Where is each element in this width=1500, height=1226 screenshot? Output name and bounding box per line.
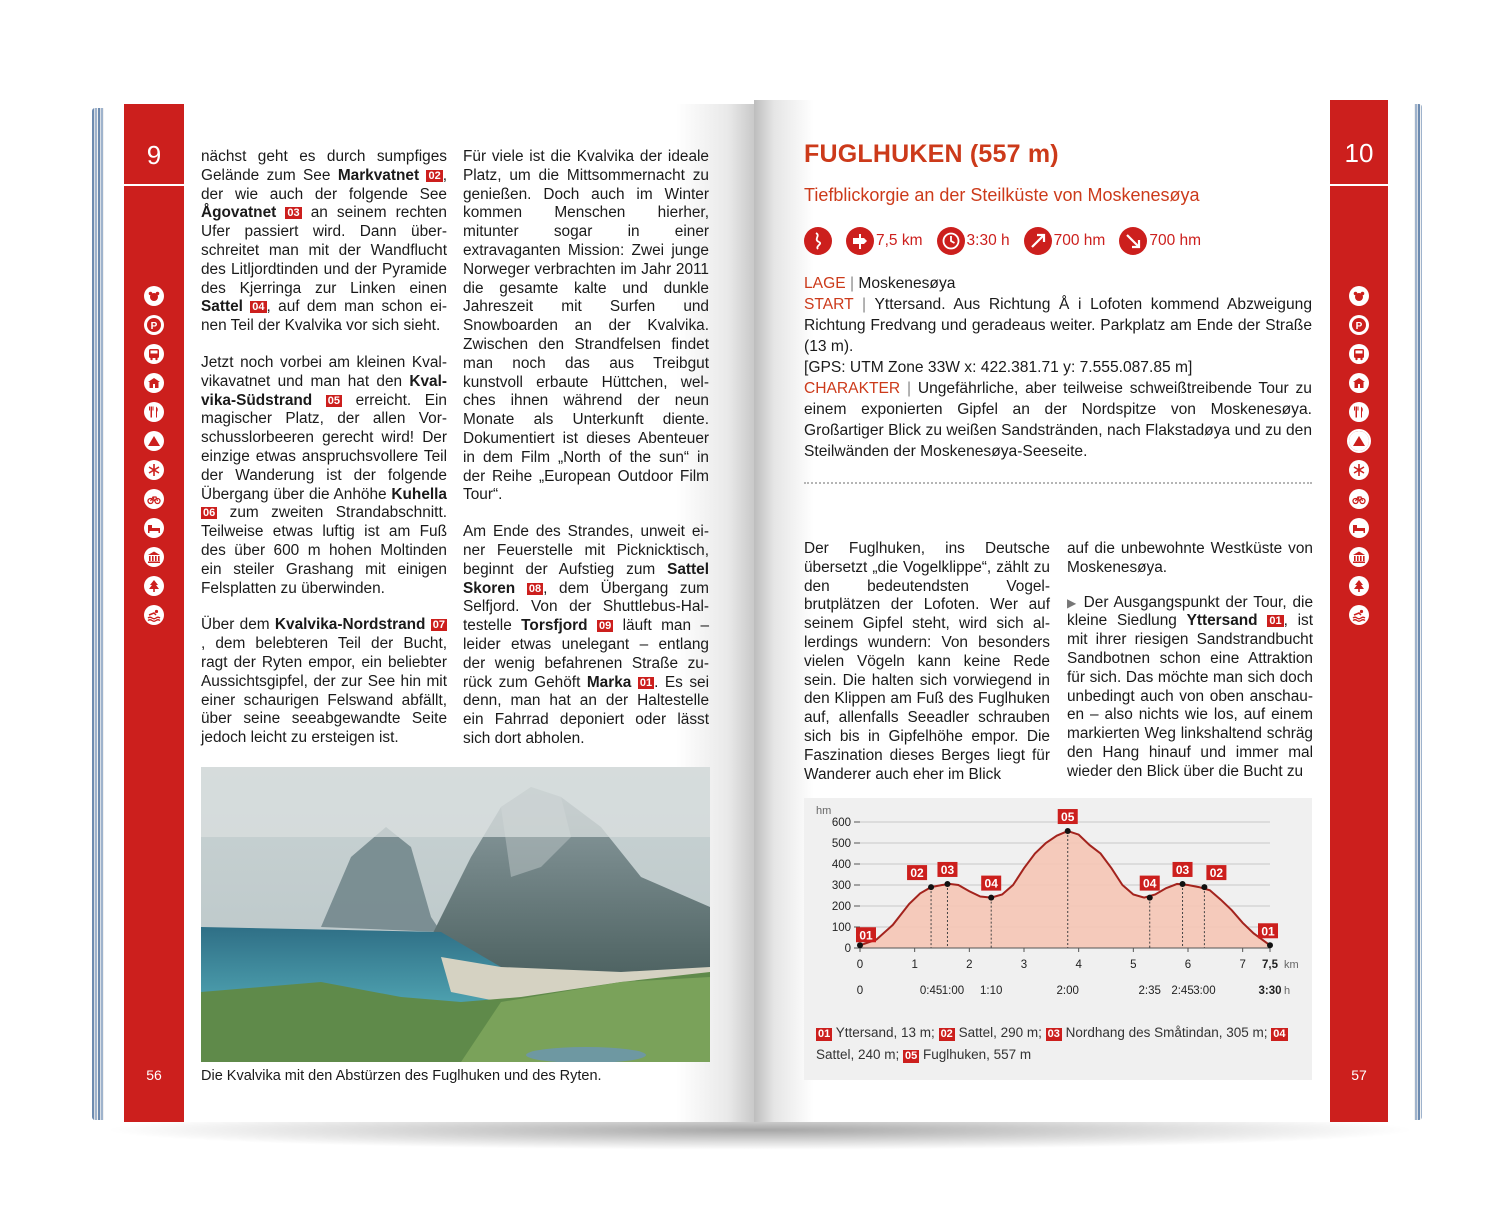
text-run bbox=[1258, 612, 1268, 629]
left-icon-column bbox=[124, 286, 184, 625]
time-tick-label: 0:45 bbox=[919, 985, 943, 997]
waypoint-dot bbox=[1147, 895, 1153, 901]
start-value: Yttersand. Aus Richtung Å i Lofoten kommend Abzweigung Richtung Fredvang und geradeaus weiter. Parkplatz am Ende der Straße (13 m). bbox=[804, 296, 1312, 355]
bed-icon bbox=[1349, 518, 1369, 538]
play-marker-icon: ▶ bbox=[1067, 595, 1078, 610]
right-icon-column bbox=[1330, 286, 1388, 625]
ascent-arrow-icon bbox=[1024, 227, 1052, 255]
right-page-number: 57 bbox=[1351, 1067, 1367, 1083]
facts-start: START | Yttersand. Aus Richtung Å i Lofoten kommend Abzweigung Richtung Fredvang und geradeaus weiter. Parkplatz am Ende der Straße (13 m). bbox=[804, 296, 1312, 355]
text-run: Jetzt noch vorbei am kleinen Kvalvikavatnet und man hat den bbox=[201, 353, 447, 390]
profile-legend bbox=[816, 1022, 1306, 1066]
summit-icon bbox=[144, 431, 164, 451]
left-col1-paragraph bbox=[201, 148, 447, 336]
waypoint-label: 02 bbox=[910, 866, 924, 881]
hut-icon bbox=[144, 373, 164, 393]
clock-icon bbox=[937, 227, 965, 255]
bicycle-icon bbox=[144, 489, 164, 509]
right-col1-paragraph bbox=[804, 540, 1050, 784]
legend-text: Sattel, 240 m; bbox=[816, 1047, 904, 1062]
left-column-2 bbox=[463, 148, 709, 767]
waypoint-dot bbox=[988, 895, 994, 901]
text-run: . Es sei denn, man hat an der Haltestelle ein Fahrrad deponiert oder lässt sich dort abholen. bbox=[463, 673, 709, 747]
left-col1-paragraph bbox=[201, 616, 447, 748]
svg-text:P: P bbox=[150, 321, 158, 332]
hut-icon bbox=[1349, 373, 1369, 393]
legend-waypoint-badge: 04 bbox=[1273, 1028, 1286, 1040]
elevation-profile bbox=[804, 798, 1312, 1080]
parking-icon bbox=[144, 315, 164, 335]
waypoint-badge: 09 bbox=[598, 620, 612, 633]
y-tick-label: 300 bbox=[831, 880, 851, 892]
charakter-label: CHARAKTER bbox=[804, 380, 901, 397]
signpost-icon bbox=[846, 227, 874, 255]
ascent-value: 700 hm bbox=[1053, 232, 1106, 249]
left-chapter-strip bbox=[124, 104, 184, 1122]
duration-stat bbox=[937, 227, 1010, 255]
duration-value: 3:30 h bbox=[966, 232, 1010, 249]
right-chapter-number: 10 bbox=[1344, 138, 1374, 168]
x-tick-label: 4 bbox=[1075, 959, 1082, 971]
time-axis-unit: h bbox=[1284, 985, 1291, 997]
distance-stat bbox=[846, 227, 923, 255]
waypoint-badge: 02 bbox=[428, 169, 441, 182]
legend-text: Yttersand, 13 m; bbox=[832, 1025, 939, 1040]
y-tick-label: 600 bbox=[831, 817, 851, 829]
text-run bbox=[588, 617, 597, 634]
text-run: , dem Übergang zum Selfjord. Von der Shuttlebus-Haltestelle bbox=[463, 579, 709, 635]
text-run: , dem belebteren Teil der Bucht, ragt der Ryten empor, ein beliebter Aussichtsgipfel, der zur See hin mit einer schaurigen Felswand abfällt, über seine seeabgewandte Seite jedoch leicht zu ersteigen ist. bbox=[201, 635, 447, 747]
kvalvika-photo-illustration bbox=[201, 767, 710, 1062]
bold-place-name: Sattel bbox=[201, 298, 243, 316]
text-run: , ist mit ihrer riesigen Sandstrandbucht Sandbotnen schon eine Attraktion für sich. Das möchte man sich doch unbedingt auch von oben anschauen – also nichts wie los, auf einem markierten Weg linkshaltend schräg den Hang hinauf und immer mal wieder den Blick über die Bucht zu bbox=[1067, 612, 1313, 780]
facts-gps: [GPS: UTM Zone 33W x: 422.381.71 y: 7.555.087.85 m] bbox=[804, 359, 1193, 376]
bold-place-name: Kvalvika-Südstrand bbox=[201, 372, 447, 409]
left-column-1 bbox=[201, 148, 447, 766]
waypoint-dot bbox=[1180, 881, 1186, 887]
time-tick-label: 0 bbox=[856, 985, 864, 997]
y-tick-label: 0 bbox=[844, 943, 851, 955]
legend-waypoint-badge: 03 bbox=[1047, 1028, 1060, 1040]
waypoint-label: 03 bbox=[1175, 862, 1190, 877]
x-tick-label: 5 bbox=[1130, 959, 1137, 971]
y-axis-unit: hm bbox=[816, 805, 832, 817]
y-tick-label: 400 bbox=[831, 859, 851, 871]
text-run: zum zweiten Strandabschnitt. Teilweise etwas luftig ist am Fuß des über 600 m hohen Moltinden ein steiler Grashang mit einigen Felsplatten zu überwinden. bbox=[201, 504, 447, 597]
legend-waypoint-badge: 02 bbox=[940, 1028, 953, 1040]
left-col2-paragraph bbox=[463, 148, 709, 505]
text-run bbox=[276, 204, 285, 221]
waypoint-dot bbox=[1201, 884, 1207, 890]
legend-item bbox=[1046, 1025, 1272, 1040]
legend-waypoint-badge: 05 bbox=[905, 1050, 918, 1062]
waypoint-dot bbox=[1065, 828, 1071, 834]
legend-waypoint-badge: 01 bbox=[818, 1028, 831, 1040]
waypoint-label: 01 bbox=[1261, 924, 1275, 939]
tour-subtitle: Tiefblickorgie an der Steilküste von Moskenesøya bbox=[804, 185, 1200, 205]
x-tick-label: 1 bbox=[911, 959, 918, 971]
right-column-1 bbox=[804, 540, 1050, 800]
waypoint-label: 04 bbox=[984, 876, 998, 891]
time-tick-label: 2:00 bbox=[1056, 985, 1079, 997]
descent-stat bbox=[1119, 227, 1201, 255]
facts-charakter: CHARAKTER | Ungefährliche, aber teilweise schweißtreibende Tour zu einem exponierten Gipfel an der Nordspitze von Moskenesøya. Großartiger Blick zu weißen Sandstränden, nach Flakstadøya und zu den Steilwänden der Moskenesøya-Seeseite. bbox=[804, 380, 1312, 460]
waypoint-badge: 08 bbox=[528, 582, 542, 595]
text-run: Für viele ist die Kvalvika der ideale Platz, um die Mittsommernacht zu genießen. Doch auch im Winter kommen Menschen hierher, mitunter sogar in einer extravaganten Mission: Zwei junge Norweger verbrachten im Jahr 2011 die gesamte kalte und dunkle Jahreszeit mit Surfen und Snowboarden an der Kvalvika. Zwischen den Strandfelsen findet man noch das aus Treibgut kunstvoll erbaute Hüttchen, welches ihnen während der neun Monate als Unterkunft diente. Dokumentiert ist dieses Abenteuer in dem Film „North of the sun“ in der Reihe „European Outdoor Film Tour“. bbox=[463, 148, 709, 504]
left-chapter-number: 9 bbox=[146, 140, 162, 170]
bold-place-name: Kvalvika-Nordstrand bbox=[274, 616, 426, 634]
bold-place-name: Yttersand bbox=[1186, 612, 1258, 630]
bold-place-name: Markvatnet bbox=[337, 166, 420, 184]
text-run bbox=[419, 167, 426, 184]
waypoint-dot bbox=[928, 884, 934, 890]
tour-stats bbox=[804, 226, 1215, 256]
bold-place-name: Torsfjord bbox=[521, 617, 588, 635]
ascent-stat bbox=[1024, 227, 1106, 255]
time-tick-label: 1:10 bbox=[980, 985, 1003, 997]
waypoint-label: 01 bbox=[859, 928, 873, 943]
elevation-chart bbox=[804, 798, 1312, 1018]
left-col1-paragraph bbox=[201, 354, 447, 598]
x-axis-unit: km bbox=[1284, 959, 1299, 971]
descent-arrow-icon bbox=[1119, 227, 1147, 255]
bold-place-name: Kuhella bbox=[391, 485, 447, 503]
legend-text: Nordhang des Småtindan, 305 m; bbox=[1061, 1025, 1272, 1040]
waypoint-badge: 01 bbox=[639, 676, 653, 689]
text-run bbox=[243, 298, 250, 315]
x-tick-label: 0 bbox=[856, 959, 864, 971]
text-run: Am Ende des Strandes, unweit einer Feuerstelle mit Picknicktisch, beginnt der Aufstieg zum bbox=[463, 523, 709, 578]
facts-divider bbox=[804, 482, 1312, 484]
text-run bbox=[515, 580, 527, 597]
summit-icon bbox=[1349, 431, 1369, 451]
museum-icon bbox=[144, 547, 164, 567]
lage-value: Moskenesøya bbox=[858, 275, 956, 292]
left-page-number: 56 bbox=[146, 1067, 162, 1083]
family-icon bbox=[144, 286, 164, 306]
x-tick-label: 6 bbox=[1184, 959, 1192, 971]
text-run: auf die unbewohnte Westküste von Moskenesøya. bbox=[1067, 540, 1313, 576]
x-tick-label: 3 bbox=[1020, 959, 1028, 971]
tour-title: FUGLHUKEN (557 m) bbox=[804, 140, 1059, 168]
lage-label: LAGE bbox=[804, 275, 846, 292]
right-chapter-strip bbox=[1330, 100, 1388, 1122]
text-run: nächst geht es durch sumpfiges Gelände zum See bbox=[201, 148, 447, 184]
bicycle-icon bbox=[1349, 489, 1369, 509]
y-tick-label: 500 bbox=[831, 838, 851, 850]
time-tick-label: 3:00 bbox=[1193, 985, 1216, 997]
right-col2-paragraph bbox=[1067, 594, 1313, 782]
y-tick-label: 200 bbox=[831, 901, 851, 913]
waypoint-dot bbox=[857, 942, 863, 948]
tour-facts bbox=[804, 273, 1312, 462]
bus-icon bbox=[144, 344, 164, 364]
family-icon bbox=[1349, 286, 1369, 306]
legend-text: Fuglhuken, 557 m bbox=[919, 1047, 1032, 1062]
waypoint-badge: 04 bbox=[252, 301, 265, 314]
left-col2-paragraph bbox=[463, 523, 709, 749]
waypoint-badge: 05 bbox=[327, 394, 341, 407]
swim-icon bbox=[1349, 605, 1369, 625]
legend-item bbox=[903, 1047, 1031, 1062]
bold-place-name: Marka bbox=[586, 673, 632, 691]
parking-icon bbox=[1349, 315, 1369, 335]
charakter-value: Ungefährliche, aber teilweise schweißtreibende Tour zu einem exponierten Gipfel an der Nordspitze von Moskenesøya. Großartiger Blick zu weißen Sandstränden, nach Flakstadøya und zu den Steilwänden der Moskenesøya-Seeseite. bbox=[804, 380, 1312, 460]
waypoint-badge: 03 bbox=[287, 207, 300, 220]
text-run: an seinem rechten Ufer passiert wird. Dann überschreitet man mit der Wandflucht des Litljordtinden und der Pyramide des Kjerringa zur Linken einen bbox=[201, 204, 447, 297]
trail-icon bbox=[804, 227, 832, 255]
text-run: Der Ausgangspunkt der Tour, die kleine Siedlung bbox=[1067, 593, 1314, 630]
text-run: Der Fuglhuken, ins Deutsche übersetzt „die Vogelklippe“, zählt zu den bedeutendsten Vogelbrutplätzen der Lofoten. Wer auf seinem Gipfel steht, wird sich allerdings wundern: Von besonders vielen Vögeln kann keine Rede sein. Die halten sich vorwiegend in den Klippen am Fuß des Fuglhuken auf, allenfalls Seeadler schrauben sich bis in Gipfelhöhe empor. Die Faszination dieses Berges liegt für Wanderer auch eher im Blick bbox=[804, 540, 1050, 783]
legend-text: Sattel, 290 m; bbox=[954, 1025, 1046, 1040]
waypoint-badge: 07 bbox=[432, 619, 445, 632]
waypoint-label: 03 bbox=[940, 862, 955, 877]
right-col2-paragraph bbox=[1067, 540, 1313, 578]
snow-icon bbox=[144, 460, 164, 480]
text-run: , der wie auch der folgende See bbox=[201, 166, 447, 203]
descent-value: 700 hm bbox=[1149, 232, 1202, 249]
tree-icon bbox=[1349, 576, 1369, 596]
text-run: erreicht. Ein magischer Platz, der allen Vorschusslorbeeren gerecht wird! Der einzige etwas anspruchsvollere Teil der Wanderung ist der folgende Übergang über die Anhöhe bbox=[201, 391, 447, 503]
waypoint-badge: 01 bbox=[1269, 615, 1282, 628]
tree-icon bbox=[144, 576, 164, 596]
x-tick-label: 2 bbox=[966, 959, 973, 971]
time-tick-label: 3:30 bbox=[1258, 985, 1282, 997]
restaurant-icon bbox=[1349, 402, 1369, 422]
right-col2-text bbox=[1067, 594, 1313, 780]
start-label: START bbox=[804, 296, 854, 313]
y-tick-label: 100 bbox=[831, 922, 851, 934]
waypoint-dot bbox=[1267, 942, 1273, 948]
time-tick-label: 2:45 bbox=[1171, 985, 1194, 997]
waypoint-label: 05 bbox=[1061, 810, 1075, 825]
right-column-2 bbox=[1067, 540, 1313, 798]
swim-icon bbox=[144, 605, 164, 625]
time-tick-label: 2:35 bbox=[1138, 985, 1161, 997]
museum-icon bbox=[1349, 547, 1369, 567]
restaurant-icon bbox=[144, 402, 164, 422]
facts-lage: LAGE | Moskenesøya bbox=[804, 275, 956, 292]
waypoint-dot bbox=[944, 881, 950, 887]
snow-icon bbox=[1349, 460, 1369, 480]
waypoint-label: 04 bbox=[1143, 876, 1157, 891]
waypoint-label: 02 bbox=[1209, 866, 1224, 881]
photo-caption: Die Kvalvika mit den Abstürzen des Fuglhuken und des Ryten. bbox=[201, 1068, 602, 1084]
text-run bbox=[312, 392, 326, 409]
svg-text:P: P bbox=[1355, 321, 1363, 332]
legend-item bbox=[939, 1025, 1046, 1040]
kvalvika-photo bbox=[201, 767, 710, 1062]
difficulty-stat bbox=[804, 227, 832, 255]
bold-place-name: Sattel Skoren bbox=[463, 560, 709, 597]
distance-value: 7,5 km bbox=[876, 232, 923, 249]
bed-icon bbox=[144, 518, 164, 538]
bold-place-name: Ågovatnet bbox=[201, 204, 277, 222]
bus-icon bbox=[1349, 344, 1369, 364]
right-strip-divider bbox=[1330, 184, 1388, 186]
waypoint-badge: 06 bbox=[203, 507, 216, 520]
text-run: läuft man – leider etwas unelegant – entlang der wenig befahrenen Straße zurück zum Gehöft bbox=[463, 617, 710, 691]
left-strip-divider bbox=[124, 184, 184, 186]
text-run: Über dem bbox=[201, 616, 275, 634]
x-tick-label: 7,5 bbox=[1262, 959, 1278, 971]
time-tick-label: 1:00 bbox=[941, 985, 965, 997]
legend-item bbox=[816, 1025, 939, 1040]
text-run: , auf dem man schon einen Teil der Kvalvika vor sich sieht. bbox=[201, 298, 448, 335]
x-tick-label: 7 bbox=[1239, 959, 1246, 971]
